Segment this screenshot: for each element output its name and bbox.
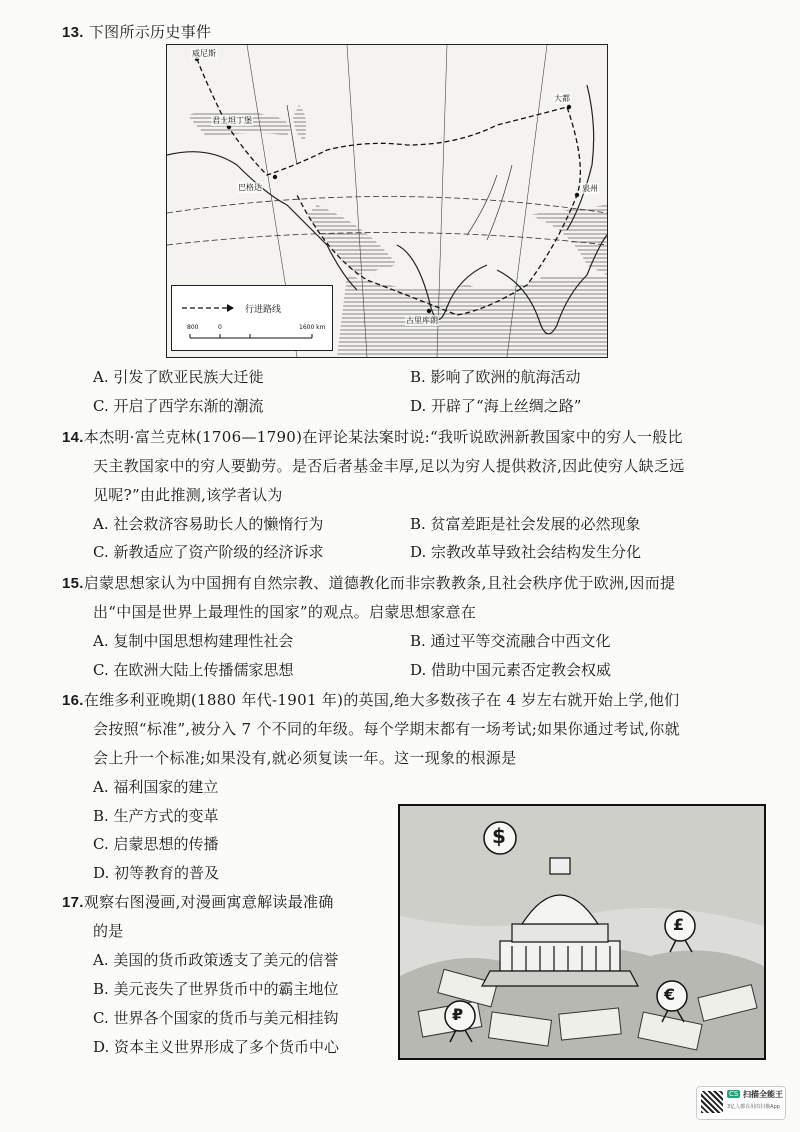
q15-number: 15. [62, 575, 84, 592]
q14-line-3: 见呢?”由此推测,该学者认为 [93, 486, 283, 504]
q16-option-c: C. 启蒙思想的传播 [93, 835, 219, 853]
q14-option-a: A. 社会救济容易助长人的懒惰行为 [93, 515, 324, 533]
q13-option-d: D. 开辟了“海上丝绸之路” [410, 397, 582, 415]
map-label-dadu: 大都 [554, 94, 570, 103]
q16-line-1-text: 在维多利亚晚期(1880 年代-1901 年)的英国,绝大多数孩子在 4 岁左右就开始上学,他们 [83, 691, 680, 709]
legend-drawing [172, 286, 332, 350]
q16-line-2: 会按照“标准”,被分入 7 个不同的年级。每个学期末都有一场考试;如果你通过考试,你就 [93, 720, 680, 738]
qr-code-icon [701, 1091, 723, 1113]
legend-scale-2: 1600 km [299, 324, 326, 331]
q15-option-c: C. 在欧洲大陆上传播儒家思想 [93, 661, 294, 679]
dollar-symbol: $ [492, 824, 506, 848]
legend-route-label: 行进路线 [244, 302, 282, 315]
map-label-venice: 威尼斯 [192, 49, 216, 58]
q13-stem [62, 22, 211, 43]
q15-option-b: B. 通过平等交流融合中西文化 [410, 632, 611, 650]
q15-option-a: A. 复制中国思想构建理性社会 [93, 632, 294, 650]
q16-option-b: B. 生产方式的变革 [93, 807, 219, 825]
latitude-2 [167, 233, 607, 246]
scanner-title: 扫描全能王 [743, 1090, 783, 1099]
caspian-sea [293, 105, 306, 140]
q14-line-1-text: 本杰明·富兰克林(1706—1790)在评论某法案时说:“我听说欧洲新教国家中的穷人一般比 [83, 428, 683, 446]
map-label-baghdad: 巴格达 [238, 183, 262, 192]
q14-line-2: 天主教国家中的穷人要勤劳。是否后者基金丰厚,足以为穷人提供救济,因此使穷人缺乏远 [93, 457, 685, 475]
q13-stem-text: 下图所示历史事件 [88, 23, 212, 41]
q15-option-d: D. 借助中国元素否定教会权威 [410, 661, 612, 679]
map-label-quanzhou: 泉州 [582, 184, 598, 193]
q14-option-d: D. 宗教改革导致社会结构发生分化 [410, 543, 642, 561]
q17-option-d: D. 资本主义世界形成了多个货币中心 [93, 1038, 340, 1056]
q13-option-c: C. 开启了西学东渐的潮流 [93, 397, 264, 415]
south-china-sea [527, 205, 607, 275]
indian-ocean [337, 275, 607, 357]
q15-line-1 [62, 573, 675, 594]
q17-option-b: B. 美元丧失了世界货币中的霸主地位 [93, 980, 339, 998]
map-label-constantinople: 君士坦丁堡 [212, 116, 252, 125]
scanner-badge: CS [729, 1090, 739, 1098]
q17-line-1 [62, 892, 334, 913]
q17-number: 17. [62, 894, 84, 911]
ruble-symbol: ₽ [452, 1005, 464, 1024]
historical-route-map [166, 44, 608, 358]
q13-option-a: A. 引发了欧亚民族大迁徙 [93, 368, 264, 386]
scanner-subtitle: 3亿人都在用的扫描App [727, 1104, 780, 1110]
q14-option-c: C. 新教适应了资产阶级的经济诉求 [93, 543, 324, 561]
q14-number: 14. [62, 429, 84, 446]
q13-option-b: B. 影响了欧洲的航海活动 [410, 368, 581, 386]
arabian-sea [307, 205, 397, 275]
scanner-watermark [696, 1086, 786, 1120]
currency-cartoon [398, 804, 766, 1060]
map-legend [171, 285, 333, 351]
euro-symbol: € [664, 985, 676, 1004]
q15-line-2: 出“中国是世界上最理性的国家”的观点。启蒙思想家意在 [93, 603, 477, 621]
q17-option-c: C. 世界各个国家的货币与美元相挂钩 [93, 1009, 339, 1027]
q16-line-1 [62, 690, 679, 711]
q17-line-2: 的是 [93, 922, 124, 940]
pound-symbol: £ [673, 915, 685, 934]
q16-option-a: A. 福利国家的建立 [93, 778, 219, 796]
legend-scale-0: 800 [187, 324, 199, 331]
q17-line-1-text: 观察右图漫画,对漫画寓意解读最准确 [83, 893, 334, 911]
q14-line-1 [62, 427, 683, 448]
q17-option-a: A. 美国的货币政策透支了美元的信誉 [93, 951, 339, 969]
q16-line-3: 会上升一个标准;如果没有,就必须复读一年。这一现象的根源是 [93, 749, 517, 767]
latitude-1 [167, 197, 607, 214]
map-label-kulam: 古里库朗 [406, 316, 438, 325]
q14-option-b: B. 贫富差距是社会发展的必然现象 [410, 515, 641, 533]
q16-number: 16. [62, 692, 84, 709]
q16-option-d: D. 初等教育的普及 [93, 864, 220, 882]
q15-line-1-text: 启蒙思想家认为中国拥有自然宗教、道德教化而非宗教教条,且社会秩序优于欧洲,因而提 [83, 574, 676, 592]
q13-number: 13. [62, 24, 84, 41]
legend-scale-1: 0 [218, 324, 222, 331]
